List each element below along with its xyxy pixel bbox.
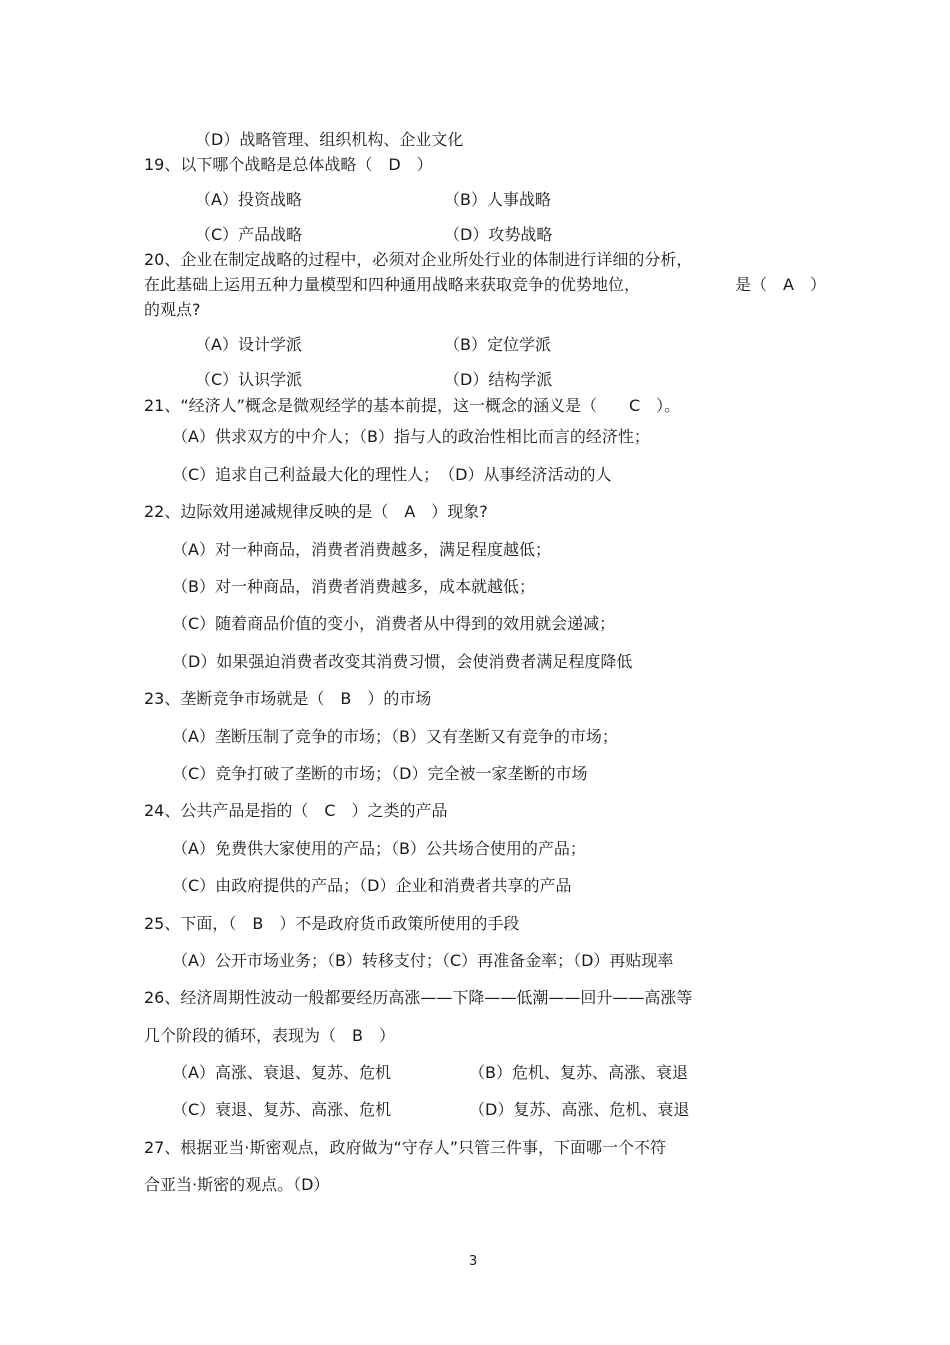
question-26-line2: 几个阶段的循环，表现为（ B ） <box>144 1026 395 1045</box>
question-23: 23、垄断竞争市场就是（ B ）的市场 <box>144 689 432 708</box>
option-line: （B）对一种商品，消费者消费越多，成本就越低； <box>172 577 535 596</box>
option-line: （D）复苏、高涨、危机、衰退 <box>469 1100 690 1119</box>
option-line: （C）竞争打破了垄断的市场；（D）完全被一家垄断的市场 <box>172 764 588 783</box>
question-24: 24、公共产品是指的（ C ）之类的产品 <box>144 801 448 820</box>
option-line: （C）由政府提供的产品；（D）企业和消费者共享的产品 <box>172 876 572 895</box>
question-25: 25、下面，（ B ）不是政府货币政策所使用的手段 <box>144 914 520 933</box>
option-line: （D）结构学派 <box>444 370 553 389</box>
option-line: （B）定位学派 <box>444 335 551 354</box>
option-line: （A）垄断压制了竞争的市场；（B）又有垄断又有竞争的市场； <box>172 727 618 746</box>
question-20-line2: 在此基础上运用五种力量模型和四种通用战略来获取竞争的优势地位， <box>144 275 641 294</box>
option-line: （C）产品战略 <box>195 225 303 244</box>
option-line: （A）对一种商品，消费者消费越多，满足程度越低； <box>172 540 551 559</box>
question-22: 22、边际效用递减规律反映的是（ A ）现象? <box>144 502 488 521</box>
question-20-line3: 的观点? <box>144 300 201 319</box>
option-line: （A）设计学派 <box>195 335 302 354</box>
option-line: （A）投资战略 <box>195 190 302 209</box>
option-line: （A）公开市场业务；（B）转移支付；（C）再准备金率；（D）再贴现率 <box>172 951 674 970</box>
question-21: 21、“经济人”概念是微观经学的基本前提，这一概念的涵义是（ C ）。 <box>144 396 681 415</box>
option-line: （D）战略管理、组织机构、企业文化 <box>195 130 464 149</box>
question-27: 27、根据亚当·斯密观点，政府做为“守存人”只管三件事，下面哪一个不符 <box>144 1138 667 1157</box>
option-line: （A）供求双方的中介人；（B）指与人的政治性相比而言的经济性； <box>172 427 650 446</box>
option-line: （C）认识学派 <box>195 370 303 389</box>
option-line: （A）高涨、衰退、复苏、危机 <box>172 1063 391 1082</box>
page-number: 3 <box>469 1254 478 1269</box>
option-line: （B）危机、复苏、高涨、衰退 <box>469 1063 688 1082</box>
option-line: （A）免费供大家使用的产品；（B）公共场合使用的产品； <box>172 839 586 858</box>
question-19: 19、以下哪个战略是总体战略（ D ） <box>144 155 433 174</box>
option-line: （B）人事战略 <box>444 190 551 209</box>
question-26: 26、经济周期性波动一般都要经历高涨——下降——低潮——回升——高涨等 <box>144 988 693 1007</box>
option-line: （D）如果强迫消费者改变其消费习惯，会使消费者满足程度降低 <box>172 652 633 671</box>
option-line: （D）攻势战略 <box>444 225 553 244</box>
option-line: （C）衰退、复苏、高涨、危机 <box>172 1100 392 1119</box>
question-20: 20、企业在制定战略的过程中，必须对企业所处行业的体制进行详细的分析， <box>144 250 693 269</box>
question-20-answer: 是（ A ） <box>735 275 826 294</box>
option-line: （C）追求自己利益最大化的理性人； （D）从事经济活动的人 <box>172 465 612 484</box>
option-line: （C）随着商品价值的变小，消费者从中得到的效用就会递减； <box>172 614 616 633</box>
question-27-line2: 合亚当·斯密的观点。（D） <box>144 1175 330 1194</box>
